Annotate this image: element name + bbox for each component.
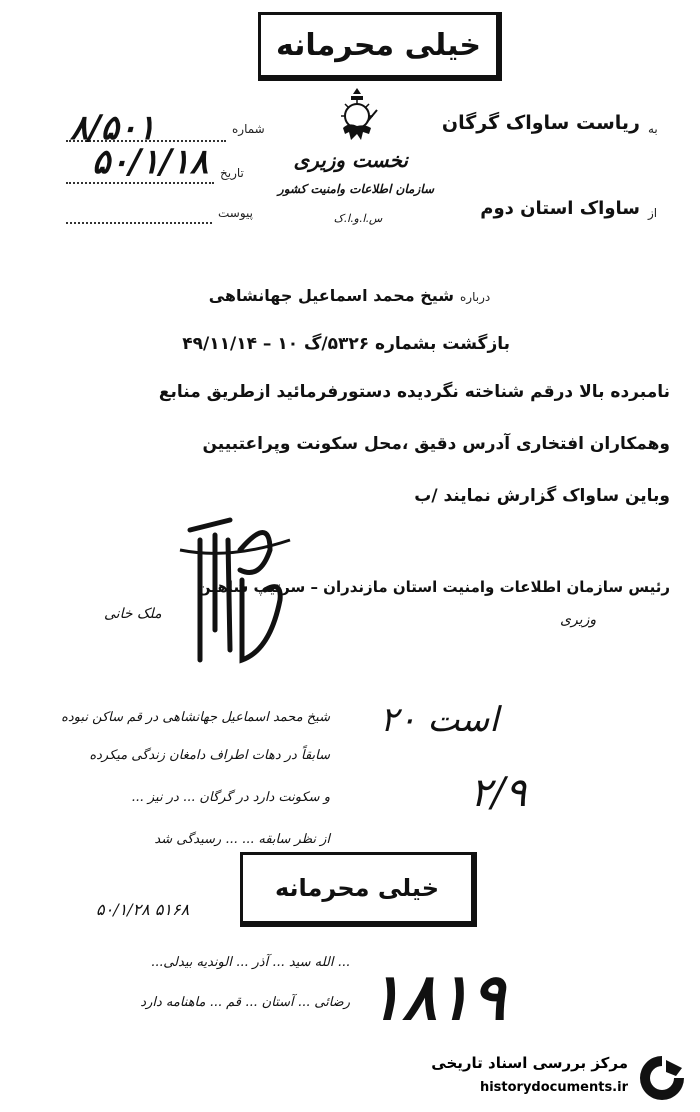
to-label: به: [648, 122, 658, 136]
organization-code: س.ا.و.ا.ک: [333, 212, 383, 225]
reference-line: بازگشت بشماره ۵۳۲۶/گ ۱۰ – ۴۹/۱۱/۱۴: [182, 334, 510, 354]
number-label: شماره: [232, 122, 265, 136]
handwritten-note-1: شیخ محمد اسماعیل جهانشاهی در قم ساکن نبوده: [61, 710, 330, 725]
margin-note: است ۲۰: [380, 700, 499, 740]
watermark: [412, 1050, 694, 1106]
signature-note: ملک خانی: [104, 606, 162, 622]
body-line-2: وهمکاران افتخاری آدرس دقیق ،محل سکونت وپراعتبیین: [202, 434, 670, 454]
watermark-title: مرکز بررسی اسناد تاریخی: [431, 1054, 628, 1072]
handwritten-note-4: از نظر سابقه ... ... رسیدگی شد: [154, 832, 330, 847]
subject-label: درباره: [460, 290, 491, 304]
date-value: ۵۰/۱/۱۸: [92, 142, 209, 182]
ministry-name: نخست وزیری: [293, 148, 408, 172]
from-value: ساواک استان دوم: [480, 198, 640, 219]
archive-logo-icon: [636, 1052, 688, 1104]
lion-and-sun-emblem: [333, 88, 381, 146]
watermark-url: historydocuments.ir: [479, 1080, 628, 1095]
signature-line: رئیس سازمان اطلاعات وامنیت استان مازندران – سرتیپ شاهین: [197, 578, 670, 596]
number-value: ۸/۵۰۱: [70, 108, 156, 148]
attachment-label: پیوست: [218, 206, 253, 220]
date-line: [66, 182, 214, 184]
handwritten-note-2: سابقاً در دهات اطراف دامغان زندگی میکرده: [89, 748, 330, 763]
subject-value: شیخ محمد اسماعیل جهانشاهی: [208, 286, 454, 305]
signature-note-2: وزیری: [560, 612, 597, 628]
date-label: تاریخ: [220, 166, 244, 180]
bottom-note-1: ... الله سید ... آذر ... الوندیه بیدلی...: [150, 955, 350, 970]
organization-name: سازمان اطلاعات وامنیت کشور: [277, 182, 434, 196]
top-stamp-text: خیلی محرمانه: [275, 27, 482, 63]
handwritten-note-3: و سکونت دارد در گرگان ... در نیز ...: [131, 790, 330, 805]
bottom-reference: ۵۰/۱/۲۸ ۵۱۶۸: [96, 900, 190, 919]
top-confidential-stamp: [258, 12, 502, 81]
margin-note-2: ۲/۹: [470, 770, 527, 816]
attachment-line: [66, 222, 212, 224]
body-line-3: وباین ساواک گزارش نمایند /ب: [414, 486, 670, 506]
to-value: ریاست ساواک گرگان: [441, 112, 640, 134]
lion-and-sun-icon: [333, 88, 381, 146]
bottom-note-2: رضائی ... آستان ... قم ... ماهنامه دارد: [140, 995, 350, 1010]
bottom-confidential-stamp: [240, 852, 477, 927]
bottom-stamp-text: خیلی محرمانه: [274, 874, 440, 902]
body-line-1: نامبرده بالا درقم شناخته نگردیده دستورفرمائید ازطریق منابع: [158, 382, 670, 402]
large-handwritten-number: ۱۸۱۹: [368, 960, 506, 1035]
from-label: از: [648, 206, 658, 220]
